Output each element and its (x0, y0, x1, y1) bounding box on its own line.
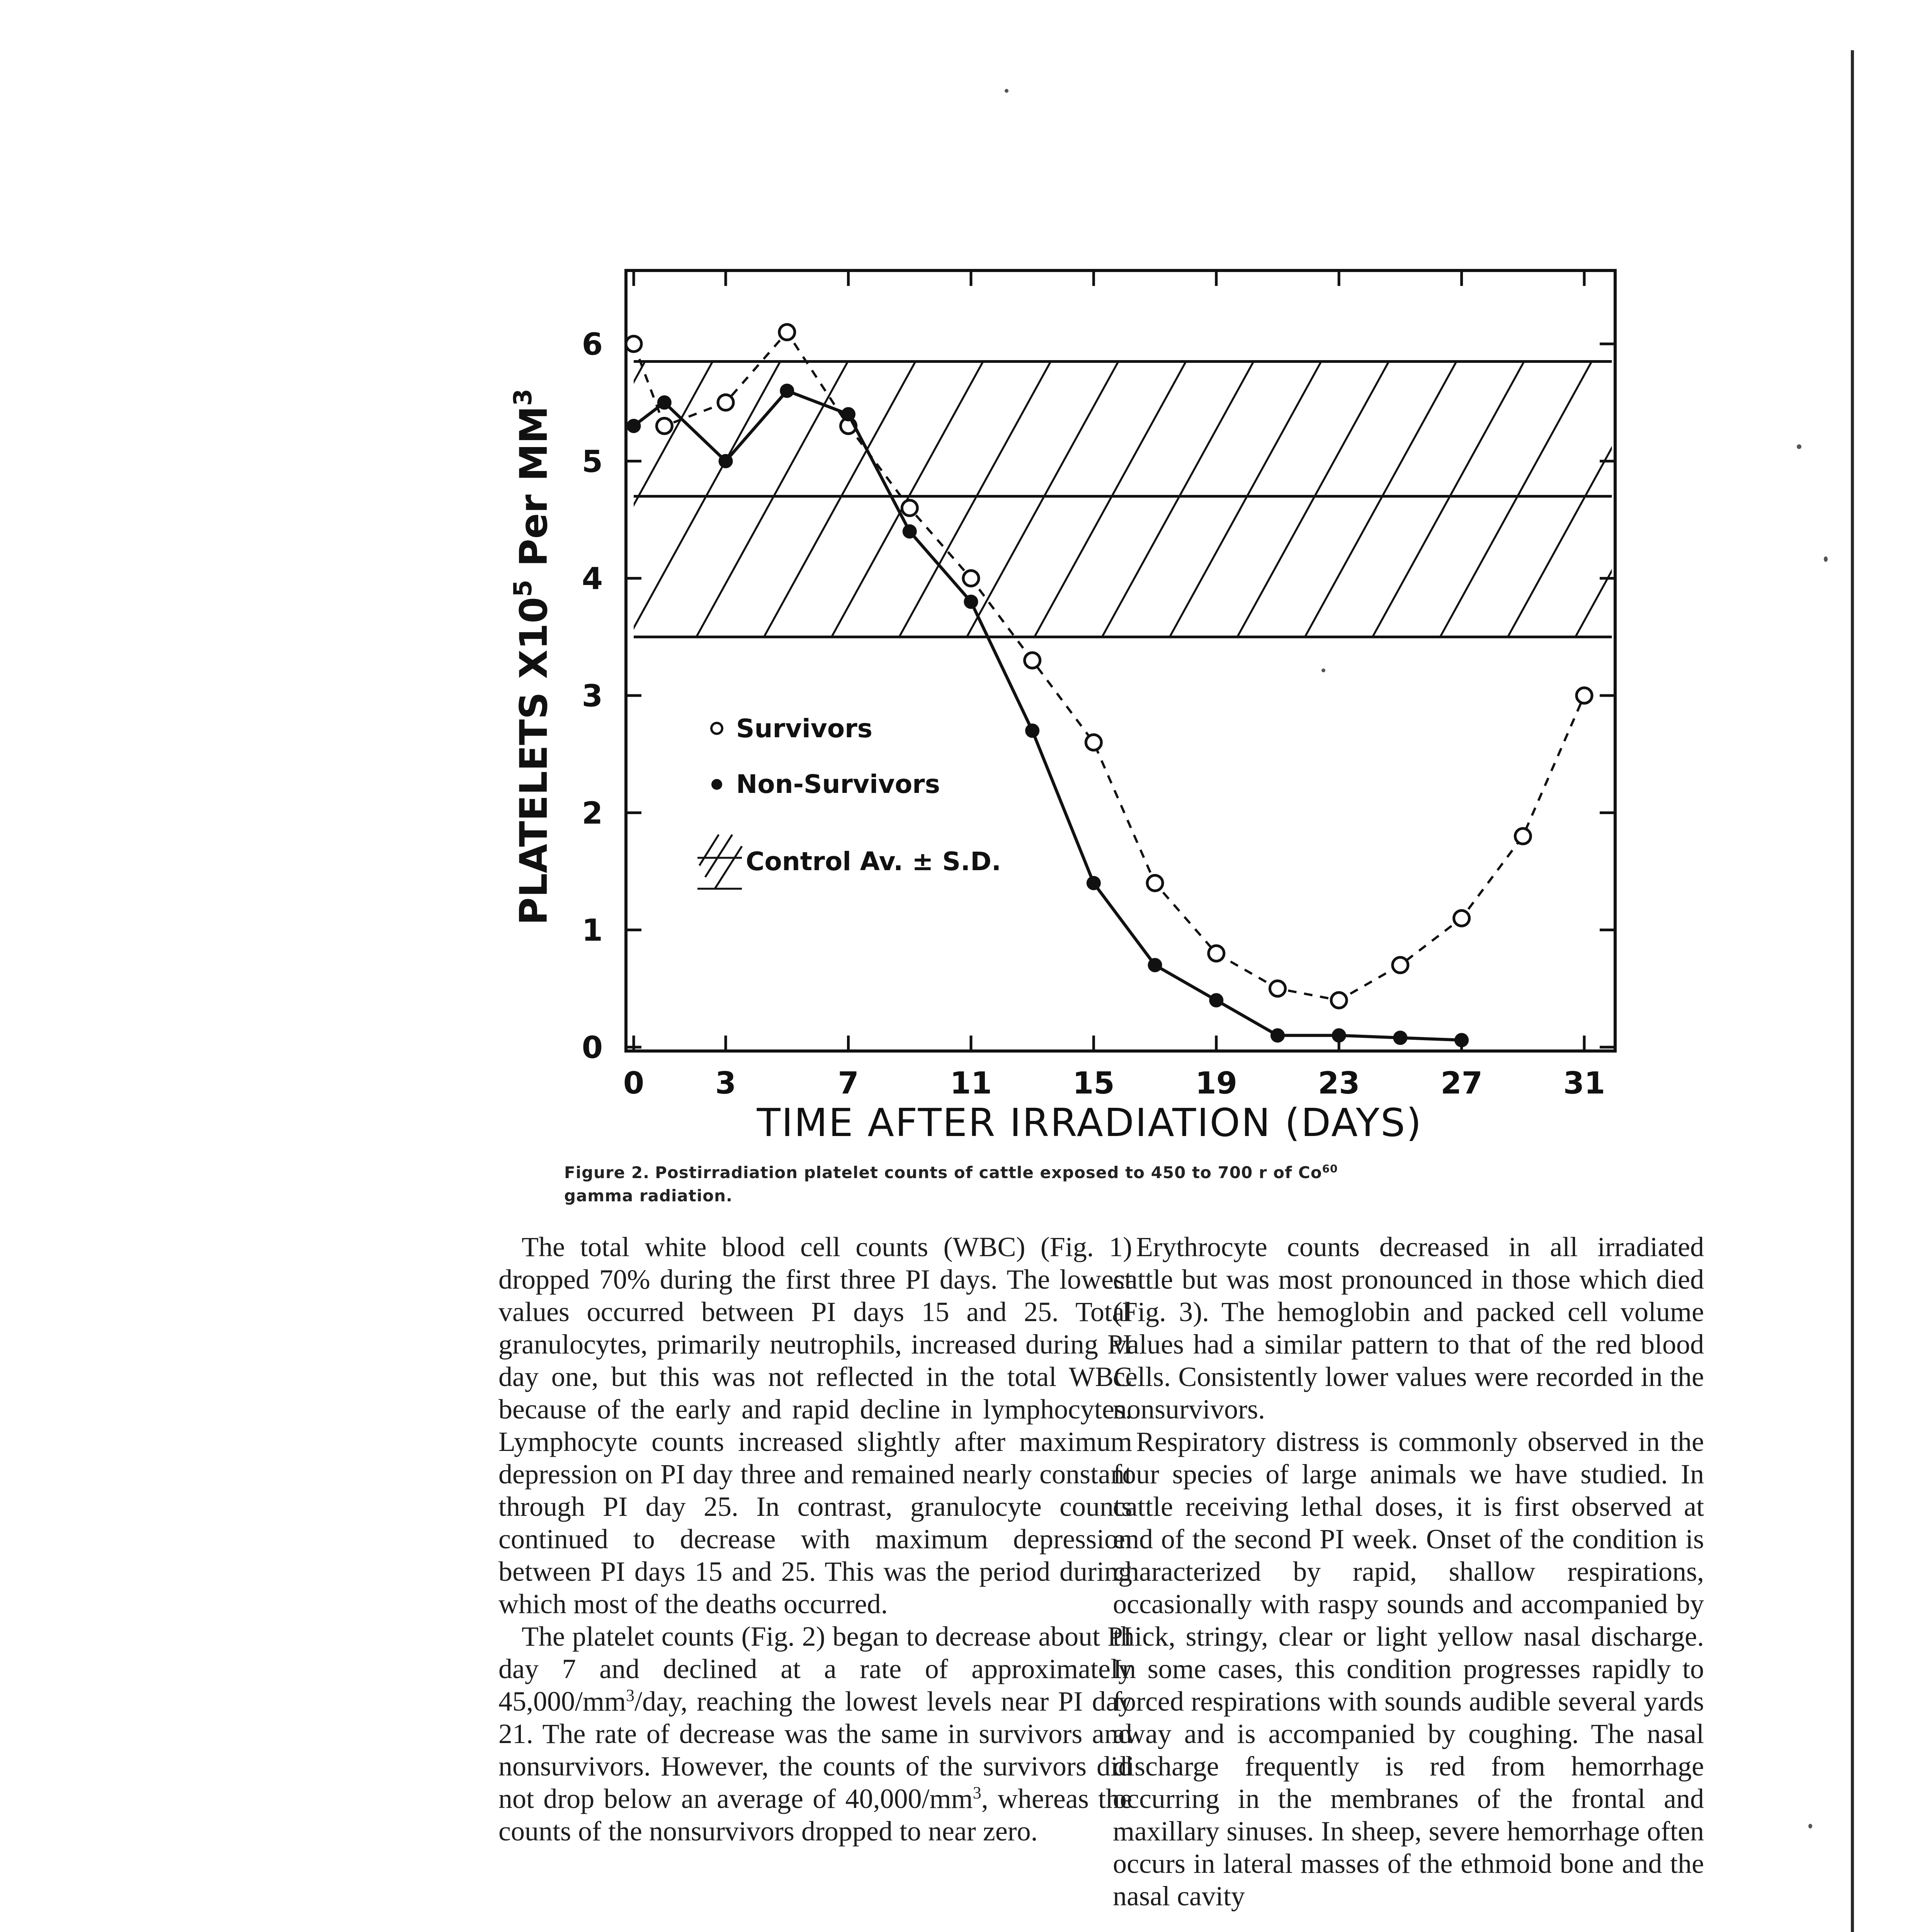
x-tick-label: 0 (623, 1066, 645, 1101)
non-survivors-point (1087, 876, 1100, 889)
hatch-line (1372, 362, 1524, 637)
legend (697, 714, 1001, 889)
survivors-point (1147, 875, 1163, 891)
y-tick-label: 3 (582, 679, 603, 714)
scan-speck (1797, 444, 1801, 449)
x-tick-label: 11 (950, 1066, 992, 1101)
hatch-line (1237, 362, 1389, 637)
y-tick-label: 0 (582, 1031, 603, 1065)
legend-survivors-marker (711, 723, 722, 734)
non-survivors-point (1271, 1029, 1284, 1042)
survivors-point (779, 325, 795, 340)
y-axis-label: PLATELETS $X10^5$ Per $MM^3$ (509, 388, 556, 925)
x-tick-label: 19 (1195, 1066, 1238, 1101)
x-tick-label: 15 (1073, 1066, 1115, 1101)
caption-label: Figure 2. (564, 1163, 650, 1182)
hatch-line (1643, 362, 1654, 637)
non-survivors-point (627, 419, 640, 432)
left-column (498, 1231, 1132, 1847)
hatch-line (629, 362, 780, 637)
survivors-point (1025, 653, 1040, 668)
legend-hatch-icon (697, 835, 742, 889)
platelet-chart (495, 247, 1654, 1151)
paragraph-respiratory: Respiratory distress is commonly observed in the four species of large animals we have studied. In cattle receiving lethal doses, it is first observed at end of the second PI week. Onset of the condition is characterized by rapid, shallow respirations, occasionally with raspy sounds and accompanied by thick, stringy, clear or light yellow nasal discharge. In some cases, this condition progresses rapidly to forced respirations with sounds audible several yards away and is accompanied by coughing. The nasal discharge frequently is red from hemorrhage occurring in the membranes of the frontal and maxillary sinuses. In sheep, severe hemorrhage often occurs in lateral masses of the ethmoid bone and the nasal cavity (1113, 1426, 1704, 1912)
survivors-point (902, 500, 917, 516)
survivors-point (656, 418, 672, 434)
legend-control-label: Control Av. ± S.D. (746, 847, 1001, 876)
survivors-point (1577, 688, 1592, 703)
x-axis-label: TIME AFTER IRRADIATION (DAYS) (757, 1100, 1423, 1145)
non-survivors-point (719, 454, 732, 468)
hatch-line (1508, 362, 1654, 637)
right-column (1113, 1231, 1704, 1912)
non-survivors-point (1332, 1029, 1345, 1042)
non-survivors-point (1148, 959, 1162, 972)
scan-speck (1321, 668, 1325, 672)
non-survivors-point (903, 525, 916, 538)
paragraph-platelets: The platelet counts (Fig. 2) began to decrease about PI day 7 and declined at a rate of approximately $45,000/mm^3$/day, reaching the lowest levels near PI day 21. The rate of decrease was the same in survivors and nonsurvivors. However, the counts of the survivors did not drop below an average of $40,000/mm^3$, whereas the counts of the nonsurvivors dropped to near zero. (498, 1621, 1133, 1847)
scan-speck (1005, 89, 1009, 93)
survivors-point (1393, 957, 1408, 973)
survivors-point (1209, 946, 1224, 961)
survivors-point (963, 571, 979, 586)
y-tick-label: 6 (582, 327, 603, 362)
caption-text: Postirradiation platelet counts of cattle exposed to 450 to 700 r of Co (655, 1163, 1322, 1182)
x-tick-label: 27 (1440, 1066, 1483, 1101)
y-tick-label: 2 (582, 796, 603, 831)
survivors-point (1515, 828, 1531, 844)
y-tick-label: 4 (582, 561, 603, 597)
survivors-point (1331, 993, 1347, 1008)
paragraph-erythrocytes: Erythrocyte counts decreased in all irradiated cattle but was most pronounced in those which died (Fig. 3). The hemoglobin and packed cell volume values had a similar pattern to that of the red blood cells. Consistently lower values were recorded in the nonsurvivors. (1113, 1231, 1704, 1425)
legend-non-survivors-marker (711, 779, 722, 790)
survivors-point (1454, 910, 1469, 926)
figure-caption (564, 1161, 1677, 1208)
scan-edge-line (1851, 50, 1854, 1932)
non-survivors-point (781, 384, 794, 397)
legend-non-survivors-label: Non-Survivors (736, 769, 940, 799)
non-survivors-point (842, 408, 855, 421)
non-survivors-point (1455, 1034, 1468, 1047)
survivors-point (626, 336, 641, 352)
legend-survivors-label: Survivors (736, 714, 872, 743)
caption-superscript: 60 (1322, 1162, 1338, 1175)
non-survivors-point (964, 595, 978, 608)
y-tick-label: 5 (582, 444, 603, 480)
survivors-point (718, 395, 733, 410)
scan-speck (1824, 556, 1828, 562)
survivors-point (1270, 981, 1285, 996)
plot-frame (626, 270, 1615, 1051)
non-survivors-point (1026, 724, 1039, 737)
hatch-line (1102, 362, 1253, 637)
paragraph-wbc: The total white blood cell counts (WBC) (Fig. 1) dropped 70% during the first three PI days. The lowest values occurred between PI days 15 and 25. Total granulocytes, primarily neutrophils, increased during PI day one, but this was not reflected in the total WBC because of the early and rapid decline in lymphocytes. Lymphocyte counts increased slightly after maximum depression on PI day three and remained nearly constant through PI day 25. In contrast, granulocyte counts continued to decrease with maximum depression between PI days 15 and 25. This was the period during which most of the deaths occurred. (498, 1231, 1132, 1619)
hatch-line (967, 362, 1118, 637)
hatch-line (1440, 362, 1592, 637)
hatch-line (1034, 362, 1186, 637)
series-layer (626, 325, 1592, 1047)
x-tick-label: 7 (838, 1066, 859, 1101)
axis-ticks (582, 270, 1615, 1101)
non-survivors-point (1210, 994, 1223, 1007)
scan-speck (1808, 1824, 1812, 1828)
x-tick-label: 3 (715, 1066, 736, 1101)
caption-tail: gamma radiation. (564, 1186, 733, 1205)
hatch-line (832, 362, 983, 637)
survivors-line (634, 332, 1584, 1000)
non-survivors-point (658, 396, 671, 409)
hatch-line (495, 362, 510, 637)
survivors-point (1086, 735, 1101, 750)
y-tick-label: 1 (582, 913, 603, 948)
x-tick-label: 31 (1563, 1066, 1605, 1101)
x-tick-label: 23 (1318, 1066, 1360, 1101)
hatch-line (1170, 362, 1321, 637)
hatch-line (899, 362, 1051, 637)
hatch-line (1305, 362, 1456, 637)
non-survivors-point (1394, 1031, 1407, 1044)
